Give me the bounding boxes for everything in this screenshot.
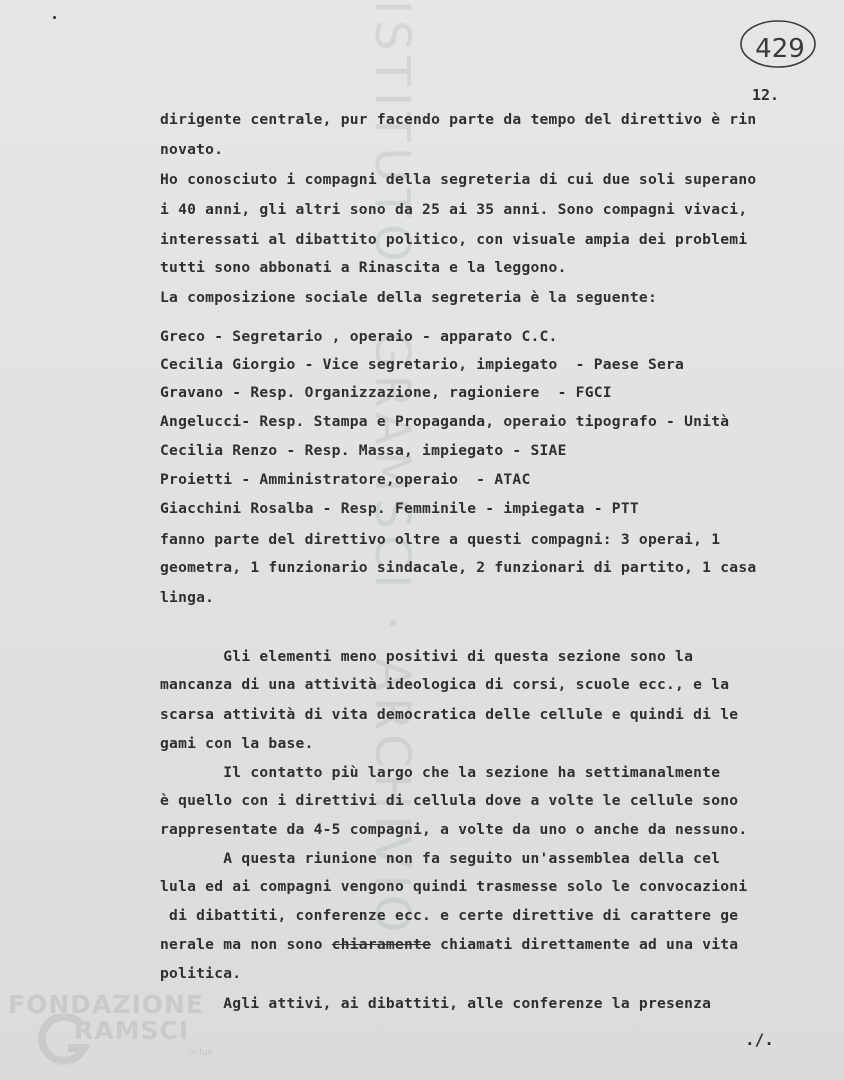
text-line-content: è quello con i direttivi di cellula dove a volte le cellule sono: [160, 792, 739, 809]
text-line-content: gami con la base.: [160, 735, 314, 752]
text-line: [160, 705, 738, 725]
fondazione-gramsci-logo: [2, 988, 212, 1076]
text-line: [160, 355, 684, 375]
folio-number: 12.: [752, 86, 780, 104]
text-line: [160, 763, 720, 783]
text-line-content: Cecilia Renzo - Resp. Massa, impiegato - SIAE: [160, 442, 567, 459]
text-line-content: Il contatto più largo che la sezione ha settimanalmente: [160, 764, 721, 781]
text-line-content: nerale ma non sono: [160, 936, 323, 953]
logo-line1: FONDAZIONE: [8, 990, 205, 1019]
text-line: [160, 470, 530, 490]
page-stamp-number: 429: [755, 34, 805, 64]
text-line: [160, 734, 314, 754]
text-line-content: interessati al dibattito politico, con visuale ampia dei problemi: [160, 231, 748, 248]
text-line: [160, 288, 657, 308]
text-line: [160, 230, 747, 250]
text-line: [160, 258, 567, 278]
text-line-content: dirigente centrale, pur facendo parte da tempo del direttivo è rin: [160, 111, 757, 128]
text-line: [160, 327, 558, 347]
text-line: [160, 441, 567, 461]
text-line-ending: chiamati direttamente ad una vita: [431, 936, 739, 953]
text-line-content: A questa riunione non fa seguito un'assemblea della cel: [160, 850, 721, 867]
text-line-content: Cecilia Giorgio - Vice segretario, impiegato - Paese Sera: [160, 356, 685, 373]
text-line: [160, 412, 729, 432]
text-line: [160, 935, 738, 955]
text-line: [160, 200, 747, 220]
text-line-content: Proietti - Amministratore,operaio - ATAC: [160, 471, 531, 488]
logo-suffix: onlus: [188, 1048, 213, 1058]
continuation-mark: ./.: [745, 1030, 774, 1049]
text-line: [160, 110, 756, 130]
text-line: [160, 906, 738, 926]
text-line: [160, 558, 756, 578]
text-line-content: i 40 anni, gli altri sono da 25 ai 35 anni. Sono compagni vivaci,: [160, 201, 748, 218]
text-line-content: novato.: [160, 141, 224, 158]
text-line: [160, 675, 729, 695]
archive-watermark-vertical: ISTITUTO · GRAMSCI · ARCHIVIO: [364, 0, 420, 939]
text-line: [160, 647, 693, 667]
text-line-content: linga.: [160, 589, 215, 606]
text-line-content: geometra, 1 funzionario sindacale, 2 funzionari di partito, 1 casa: [160, 559, 757, 576]
text-line: [160, 791, 738, 811]
text-line-content: Greco - Segretario , operaio - apparato C.C.: [160, 328, 558, 345]
text-line-content: scarsa attività di vita democratica delle cellule e quindi di le: [160, 706, 739, 723]
text-line-content: tutti sono abbonati a Rinascita e la leggono.: [160, 259, 567, 276]
text-line: [160, 140, 223, 160]
text-line-content: di dibattiti, conferenze ecc. e certe direttive di carattere ge: [160, 907, 739, 924]
text-line-content: La composizione sociale della segreteria è la seguente:: [160, 289, 657, 306]
text-line-content: Angelucci- Resp. Stampa e Propaganda, operaio tipografo - Unità: [160, 413, 730, 430]
text-line: [160, 849, 720, 869]
text-line-content: fanno parte del direttivo oltre a questi compagni: 3 operai, 1: [160, 531, 721, 548]
text-line: [160, 964, 241, 984]
text-line: [160, 170, 756, 190]
ink-speck: [53, 16, 56, 19]
text-line-content: Gli elementi meno positivi di questa sezione sono la: [160, 648, 694, 665]
text-line-content: Giacchini Rosalba - Resp. Femminile - impiegata - PTT: [160, 500, 639, 517]
text-line: [160, 383, 612, 403]
struck-word: chiaramente: [331, 936, 432, 953]
text-line: [160, 877, 747, 897]
text-line-content: Agli attivi, ai dibattiti, alle conferenze la presenza: [160, 995, 712, 1012]
text-line: [160, 588, 214, 608]
text-line: [160, 499, 639, 519]
text-line-content: lula ed ai compagni vengono quindi trasmesse solo le convocazioni: [160, 878, 748, 895]
text-line: [160, 530, 720, 550]
text-line-content: Ho conosciuto i compagni della segreteria di cui due soli superano: [160, 171, 757, 188]
logo-line2: RAMSCI: [74, 1016, 190, 1045]
text-line-content: mancanza di una attività ideologica di corsi, scuole ecc., e la: [160, 676, 730, 693]
text-line: [160, 994, 711, 1014]
text-line-content: politica.: [160, 965, 242, 982]
text-line-content: Gravano - Resp. Organizzazione, ragioniere - FGCI: [160, 384, 612, 401]
text-line: [160, 820, 747, 840]
text-line-content: rappresentate da 4-5 compagni, a volte da uno o anche da nessuno.: [160, 821, 748, 838]
